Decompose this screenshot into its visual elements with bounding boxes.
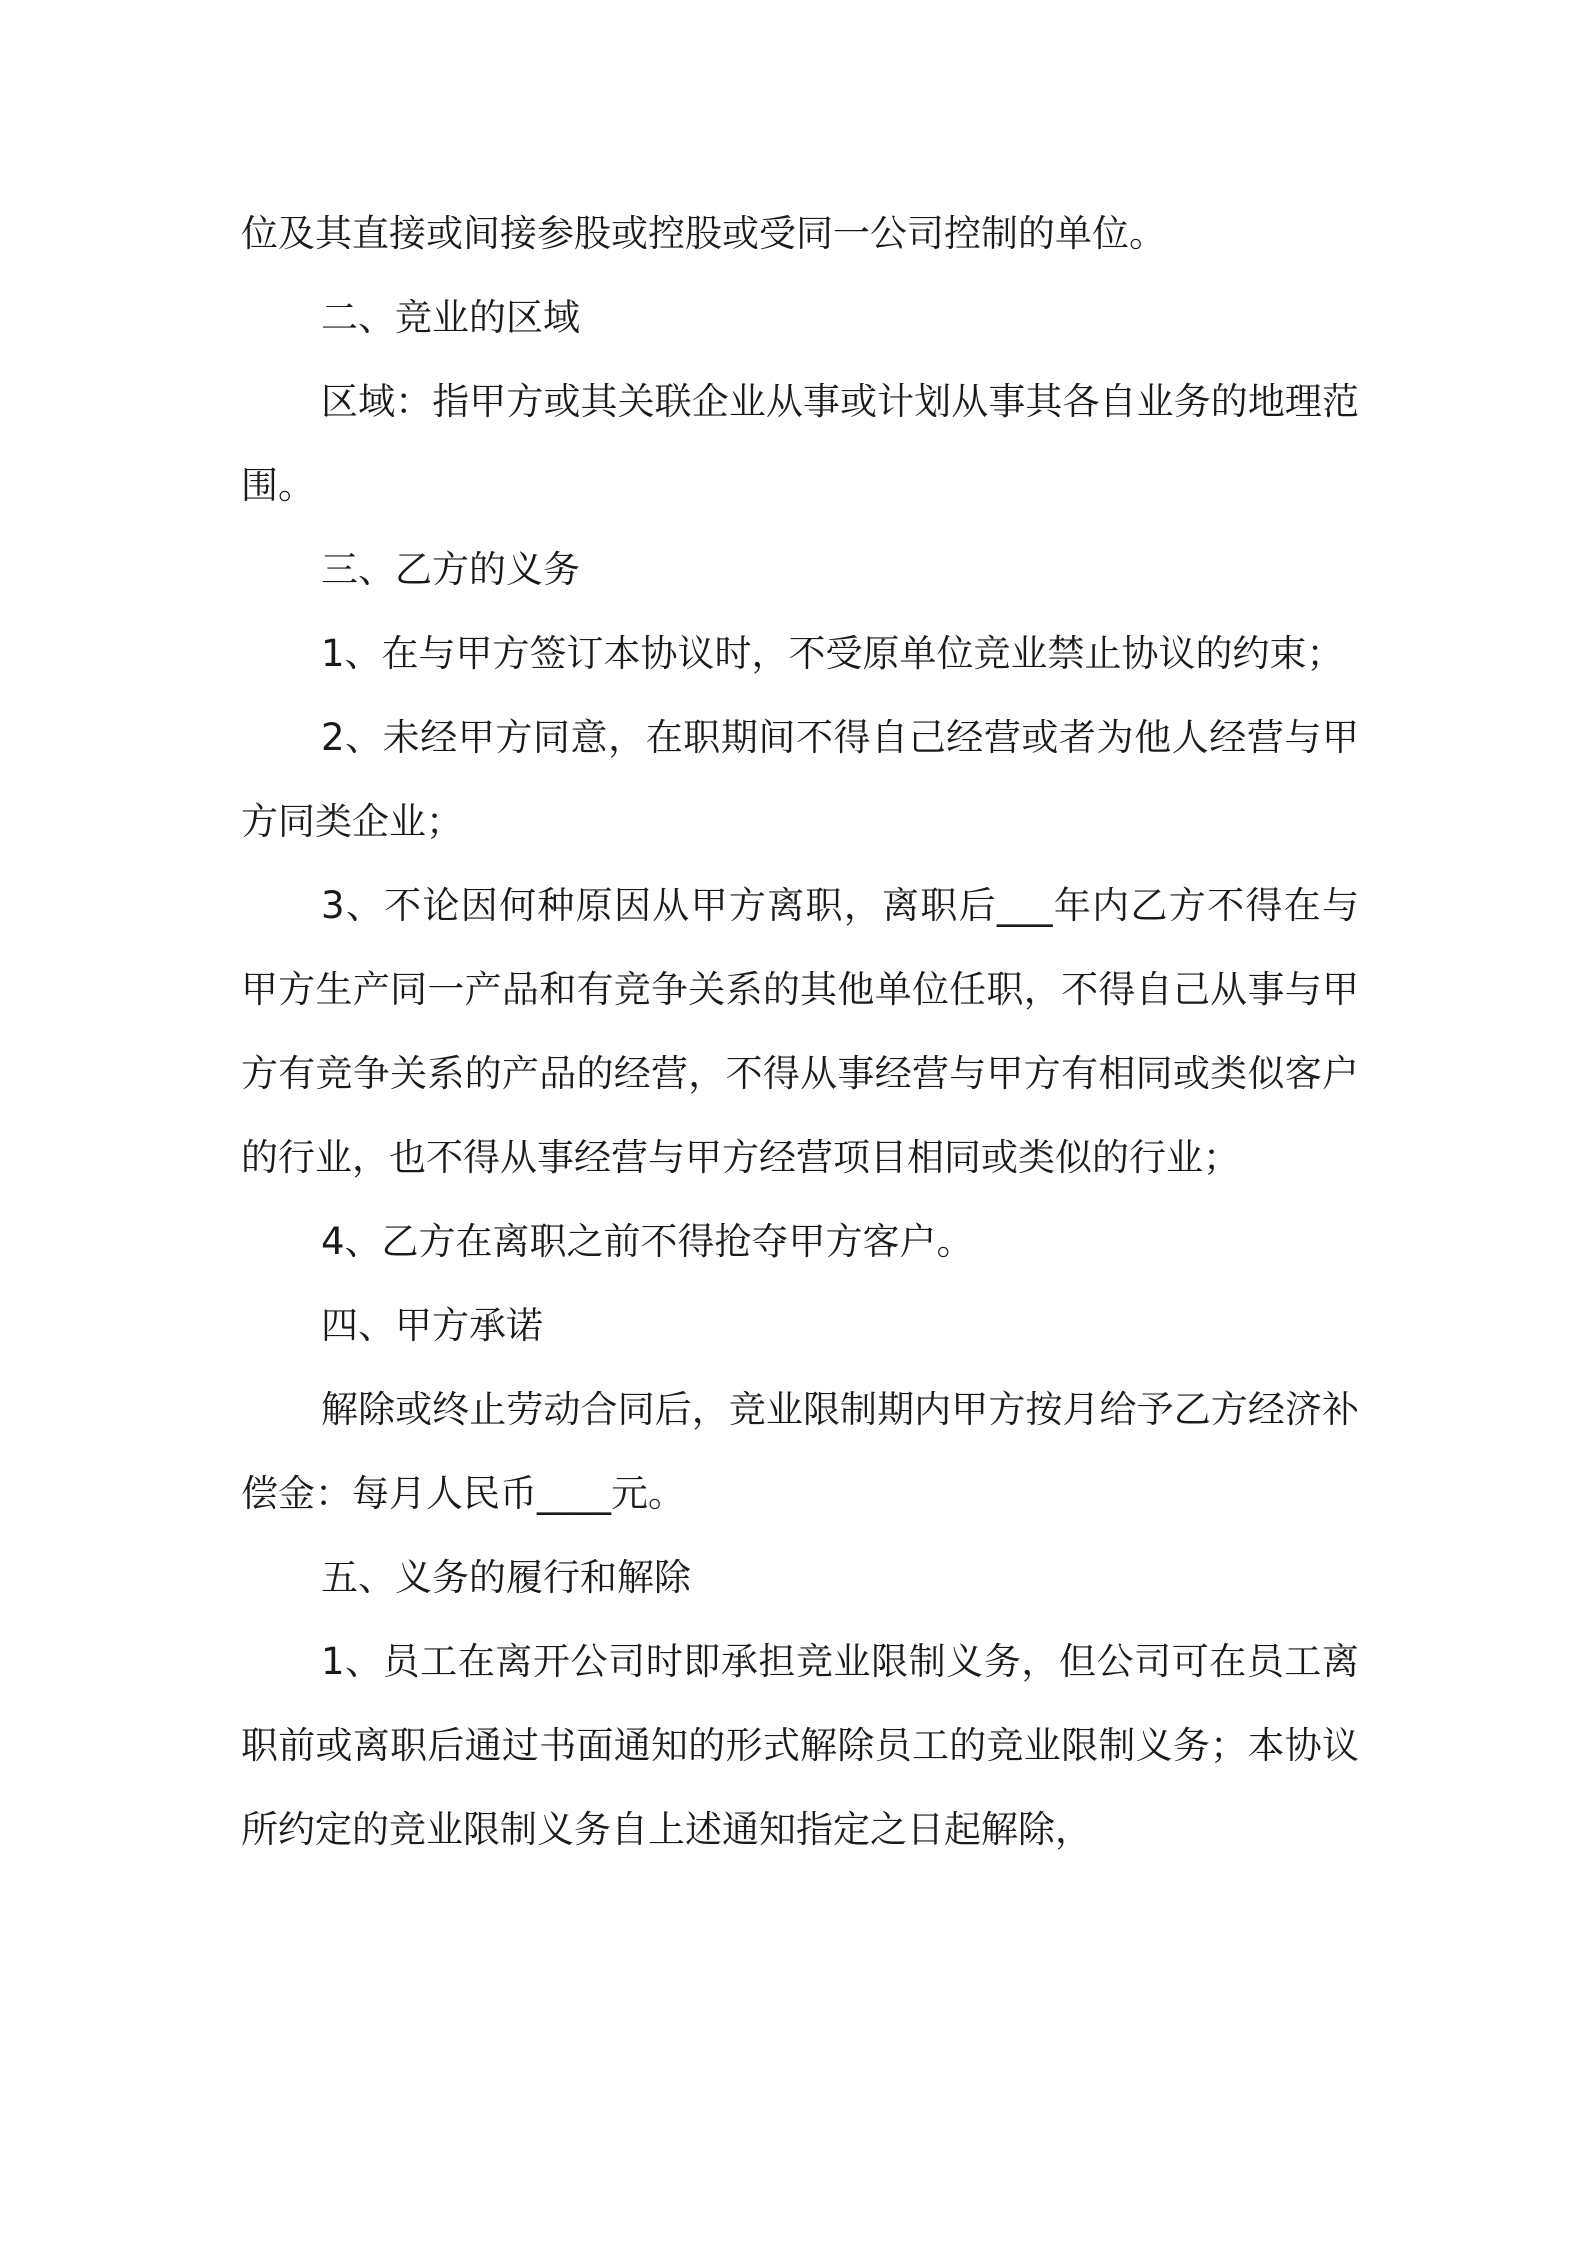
clause-item-1: 1、在与甲方签订本协议时，不受原单位竞业禁止协议的约束； <box>321 632 1344 675</box>
clause-performance-item-1: 1、员工在离开公司时即承担竞业限制义务，但公司可在员工离职前或离职后通过书面通知的形式解除员工的竞业限制义务；本协议所约定的竞业限制义务自上述通知指定之日起解除， <box>241 1640 1359 1851</box>
clause-item-3: 3、不论因何种原因从甲方离职，离职后___年内乙方不得在与甲方生产同一产品和有竞争关系的其他单位任职，不得自己从事与甲方有竞争关系的产品的经营，不得从事经营与甲方有相同或类似客户的行业，也不得从事经营与甲方经营项目相同或类似的行业； <box>241 884 1359 1179</box>
paragraph-region-definition: 区域：指甲方或其关联企业从事或计划从事其各自业务的地理范围。 <box>241 380 1359 507</box>
document-body <box>241 192 1359 1872</box>
section-heading-commitment: 四、甲方承诺 <box>321 1304 543 1347</box>
paragraph-compensation: 解除或终止劳动合同后，竞业限制期内甲方按月给予乙方经济补偿金：每月人民币____元。 <box>241 1388 1359 1515</box>
section-heading-region: 二、竞业的区域 <box>321 296 580 339</box>
clause-item-2: 2、未经甲方同意，在职期间不得自己经营或者为他人经营与甲方同类企业； <box>241 716 1359 843</box>
section-heading-performance: 五、义务的履行和解除 <box>321 1556 691 1599</box>
paragraph-continuation: 位及其直接或间接参股或控股或受同一公司控制的单位。 <box>241 212 1166 255</box>
clause-item-4: 4、乙方在离职之前不得抢夺甲方客户。 <box>321 1220 974 1263</box>
section-heading-obligations: 三、乙方的义务 <box>321 548 580 591</box>
